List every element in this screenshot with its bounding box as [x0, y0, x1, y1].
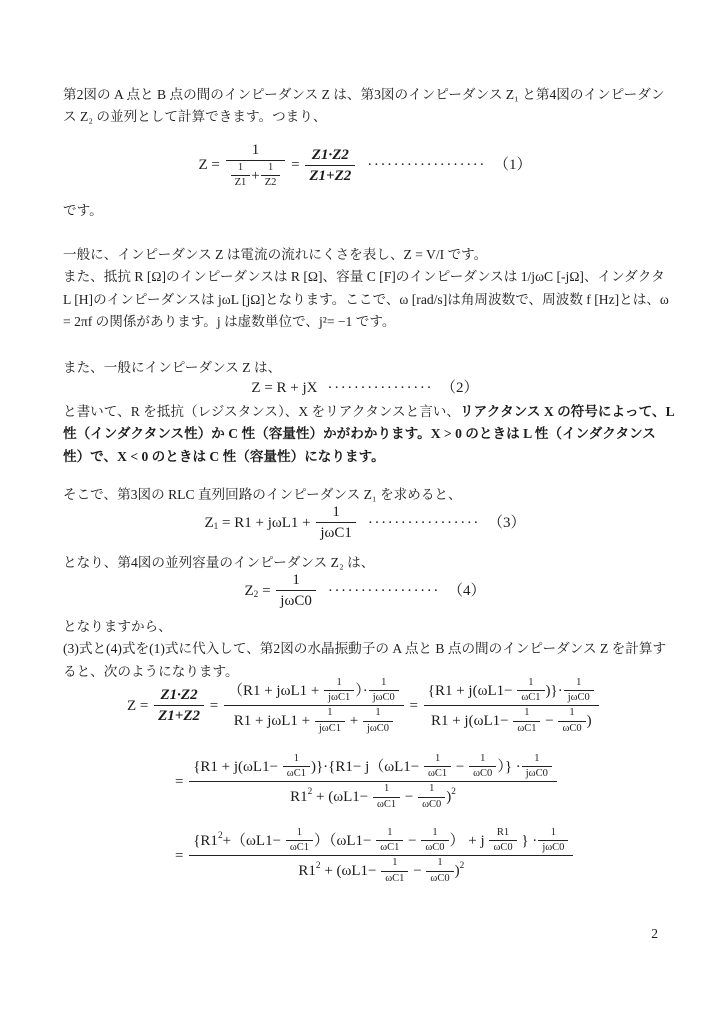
math-text: jωC0 — [366, 722, 390, 734]
text-run: リアクタンス X の符号によって、L — [460, 404, 675, 419]
math-text: （1） — [493, 157, 532, 174]
dotted-leader: ················· — [327, 582, 440, 599]
math-text: jωC1 — [320, 525, 352, 542]
fraction — [276, 570, 316, 612]
math-text: ωC1 — [380, 842, 400, 854]
math-text: − — [404, 832, 421, 849]
dotted-leader: ················ — [327, 380, 434, 396]
math-text: ωC1 — [517, 722, 537, 734]
fraction — [286, 826, 313, 855]
math-text: Z = — [198, 157, 224, 174]
text-run: です。 — [63, 203, 103, 218]
math-text: + — [345, 712, 362, 729]
math-text: jωC0 — [567, 692, 590, 704]
math-text: {R1 + j(ωL1− — [193, 758, 282, 775]
text-run: 第2図の A 点と B 点の間のインピーダンス Z は、第3図のインピーダンス Z₁ と第4図のインピーダン — [63, 87, 665, 102]
math-text: ωC1 — [289, 842, 309, 854]
math-text: ωC0 — [562, 722, 582, 734]
math-text: jωC0 — [280, 593, 312, 610]
math-text: {R1 — [193, 832, 218, 849]
math-text: ） + j — [449, 832, 489, 849]
math-text: 1 — [528, 677, 534, 688]
math-text: + (ωL1− — [312, 788, 372, 805]
paragraph-desu — [63, 200, 667, 222]
math-text: jωC0 — [525, 768, 548, 780]
fraction — [469, 752, 496, 781]
math-text: ωC0 — [425, 842, 445, 854]
text-run: (3)式と(4)式を(1)式に代入して、第2図の水晶振動子の A 点と B 点の間のインピーダンス Z を計算す — [63, 641, 667, 657]
dotted-leader: ················· — [367, 514, 481, 531]
math-text: （2） — [441, 380, 479, 396]
text-run: また、一般にインピーダンス Z は、 — [63, 360, 282, 375]
math-text: 1 — [293, 753, 299, 764]
math-text: )}·{R1− j（ωL1− — [310, 758, 423, 775]
math-text: （4） — [447, 582, 486, 599]
derivation-line-2 — [63, 752, 667, 812]
math-text: R1 — [496, 827, 510, 838]
fraction — [538, 826, 568, 855]
math-text: ) — [446, 788, 452, 805]
text-line — [63, 84, 667, 106]
math-text: − — [452, 758, 469, 775]
text-run: また、抵抗 R [Ω]のインピーダンスは R [Ω]、容量 C [F]のインピーダンスは 1/jωC [-jΩ]、インダクタ — [63, 269, 665, 285]
superscript: 2 — [315, 861, 321, 872]
math-text: +（ωL1− — [222, 832, 285, 849]
fraction — [189, 752, 557, 812]
math-text: ）} · — [497, 758, 521, 775]
fraction — [316, 502, 356, 544]
text-run: ス Z₂ の並列として計算できます。つまり、 — [63, 109, 327, 125]
math-text: 1 — [383, 783, 390, 795]
math-text: ) — [454, 862, 460, 879]
fraction — [418, 782, 445, 811]
math-text: ωC1 — [428, 768, 448, 780]
math-text: 1 — [392, 857, 398, 869]
text-run: となり、第4図の並列容量のインピーダンス Z₂ は、 — [63, 555, 375, 570]
fraction — [381, 856, 408, 885]
math-text: ωC1 — [286, 768, 306, 780]
page-number: 2 — [651, 926, 658, 941]
math-text: 1 — [550, 827, 556, 838]
math-text: 1 — [569, 707, 575, 719]
math-text: + — [251, 167, 260, 184]
subscript: 1 — [213, 522, 219, 533]
text-line — [63, 106, 667, 128]
fraction — [376, 826, 403, 855]
math-text: + (ωL1− — [320, 862, 381, 879]
fraction — [305, 145, 355, 187]
fraction — [489, 826, 516, 855]
math-text: jωC0 — [372, 692, 395, 704]
math-text: = — [175, 773, 188, 790]
math-text: Z2 — [264, 177, 277, 189]
text-line — [63, 401, 675, 423]
math-text: jωC1 — [318, 722, 341, 734]
math-text: 1 — [437, 857, 443, 869]
text-run: となりますから、 — [63, 619, 172, 634]
math-text: Z = R + jX — [251, 380, 318, 396]
fraction — [369, 676, 399, 705]
fraction — [421, 826, 448, 855]
superscript: 2 — [459, 861, 465, 872]
math-text: = — [405, 697, 422, 714]
text-line — [63, 289, 667, 311]
bold-math-group — [303, 145, 357, 187]
equation-1 — [63, 140, 667, 191]
math-text: ωC0 — [493, 842, 513, 854]
math-text: 1 — [480, 753, 486, 764]
subscript: 2 — [253, 590, 259, 601]
math-text: 1 — [296, 827, 303, 838]
math-text: 1 — [534, 753, 540, 764]
math-text: )}· — [545, 682, 563, 699]
math-text: Z1+Z2 — [309, 167, 352, 184]
math-text: 1 — [292, 572, 300, 588]
fraction — [283, 752, 310, 781]
fraction — [324, 676, 354, 705]
math-text: 1 — [434, 753, 441, 764]
math-text: R1 — [298, 862, 316, 879]
text-line — [63, 446, 667, 468]
math-text: 1 — [336, 677, 342, 688]
math-text: （3） — [488, 514, 526, 531]
text-run: 性）で、X < 0 のときは C 性（容量性）になります。 — [63, 448, 385, 464]
math-text: ωC0 — [430, 872, 450, 884]
text-line — [63, 423, 667, 445]
fraction — [517, 676, 544, 705]
equation-2 — [63, 378, 667, 398]
fraction — [558, 706, 585, 735]
text-run: ると、次のようになります。 — [63, 663, 239, 679]
math-text: 1 — [237, 162, 244, 174]
equation-3 — [63, 502, 667, 544]
text-line — [63, 638, 667, 660]
fraction — [261, 161, 281, 190]
text-run: L [H]のインピーダンスは jωL [jΩ]となります。ここで、ω [rad/s]は角周波数で、周波数 f [Hz]とは、ω — [63, 291, 669, 307]
math-text: 1 — [381, 677, 387, 688]
math-text: ) — [586, 712, 592, 729]
math-text: jωC0 — [542, 842, 565, 854]
math-text: ）· — [355, 682, 368, 699]
paragraph-z-equals-intro — [63, 357, 667, 379]
fraction — [154, 685, 204, 727]
math-text: 1 — [332, 504, 340, 520]
equation-4 — [63, 570, 667, 612]
math-text: Z1 — [234, 177, 247, 189]
fraction — [226, 140, 286, 191]
text-run: 性（インダクタンス性）か C 性（容量性）かがわかります。X > 0 のときは L 性（インダクタンス — [63, 426, 656, 442]
bold-math-group — [152, 685, 206, 727]
math-text: 1 — [267, 162, 274, 174]
text-line — [63, 311, 667, 333]
fraction — [224, 676, 404, 736]
superscript: 2 — [217, 830, 223, 841]
math-text: {R1 + j(ωL1− — [427, 682, 517, 699]
math-text: ωC1 — [521, 692, 541, 704]
math-text: 1 — [432, 827, 438, 838]
paragraph-impedance-parallel — [63, 84, 667, 129]
paragraph-substitution — [63, 616, 667, 683]
math-text: = — [287, 157, 304, 174]
math-text: Z — [244, 582, 254, 599]
math-text: 1 — [576, 677, 582, 688]
dotted-leader: ·················· — [367, 157, 486, 174]
fraction — [231, 161, 251, 190]
text-line — [63, 266, 667, 288]
fraction — [424, 676, 599, 736]
math-text: R1 + jωL1 + — [233, 712, 314, 729]
math-text: 1 — [524, 707, 530, 719]
paragraph-impedance-general — [63, 244, 667, 334]
fraction — [426, 856, 453, 885]
math-text: − — [401, 788, 418, 805]
derivation-line-1 — [63, 676, 667, 736]
math-text: Z1+Z2 — [158, 708, 200, 725]
math-text: } · — [517, 832, 538, 849]
math-text: = — [175, 847, 188, 864]
superscript: 2 — [307, 787, 313, 798]
text-line — [63, 244, 667, 266]
superscript: 2 — [451, 787, 456, 798]
fraction — [363, 706, 393, 735]
math-text: = — [258, 582, 275, 599]
math-text: ωC1 — [385, 872, 405, 884]
text-run: そこで、第3図の RLC 直列回路のインピーダンス Z₁ を求めると、 — [63, 487, 462, 502]
math-text: Z — [204, 514, 214, 531]
math-text: 1 — [375, 707, 381, 719]
text-run: = 2πf の関係があります。j は虚数単位で、j²= −1 です。 — [63, 314, 396, 330]
math-text: = — [206, 697, 222, 714]
fraction — [373, 782, 400, 811]
math-text: R1 — [290, 788, 308, 805]
math-text: R1 + j(ωL1− — [430, 712, 513, 729]
math-text: 1 — [387, 827, 393, 838]
paragraph-reactance-sign — [63, 401, 675, 468]
math-text: 1 — [429, 783, 435, 795]
math-text: （R1 + jωL1 + — [227, 682, 324, 699]
math-text: Z = — [127, 697, 153, 714]
math-text: Z1·Z2 — [160, 687, 198, 704]
fraction — [189, 826, 573, 886]
math-text: ωC1 — [376, 798, 397, 810]
math-text: ωC0 — [422, 798, 442, 810]
math-text: Z1·Z2 — [311, 146, 349, 163]
fraction — [513, 706, 540, 735]
derivation-line-3 — [63, 826, 667, 886]
math-text: ）（ωL1− — [313, 832, 376, 849]
math-text: − — [409, 862, 426, 879]
text-run: 一般に、インピーダンス Z は電流の流れにくさを表し、Z = V/I です。 — [63, 247, 488, 262]
text-line — [63, 616, 667, 638]
text-run: と書いて、R を抵抗（レジスタンス）、X をリアクタンスと言い、 — [63, 404, 460, 419]
fraction — [315, 706, 345, 735]
fraction — [564, 676, 594, 705]
fraction — [522, 752, 552, 781]
math-text: 1 — [327, 707, 333, 719]
fraction — [424, 752, 451, 781]
math-text: − — [541, 712, 558, 729]
math-text: ωC0 — [473, 768, 493, 780]
math-text: 1 — [251, 142, 260, 158]
math-text: = R1 + jωL1 + — [218, 514, 315, 531]
math-text: jωC1 — [328, 692, 351, 704]
